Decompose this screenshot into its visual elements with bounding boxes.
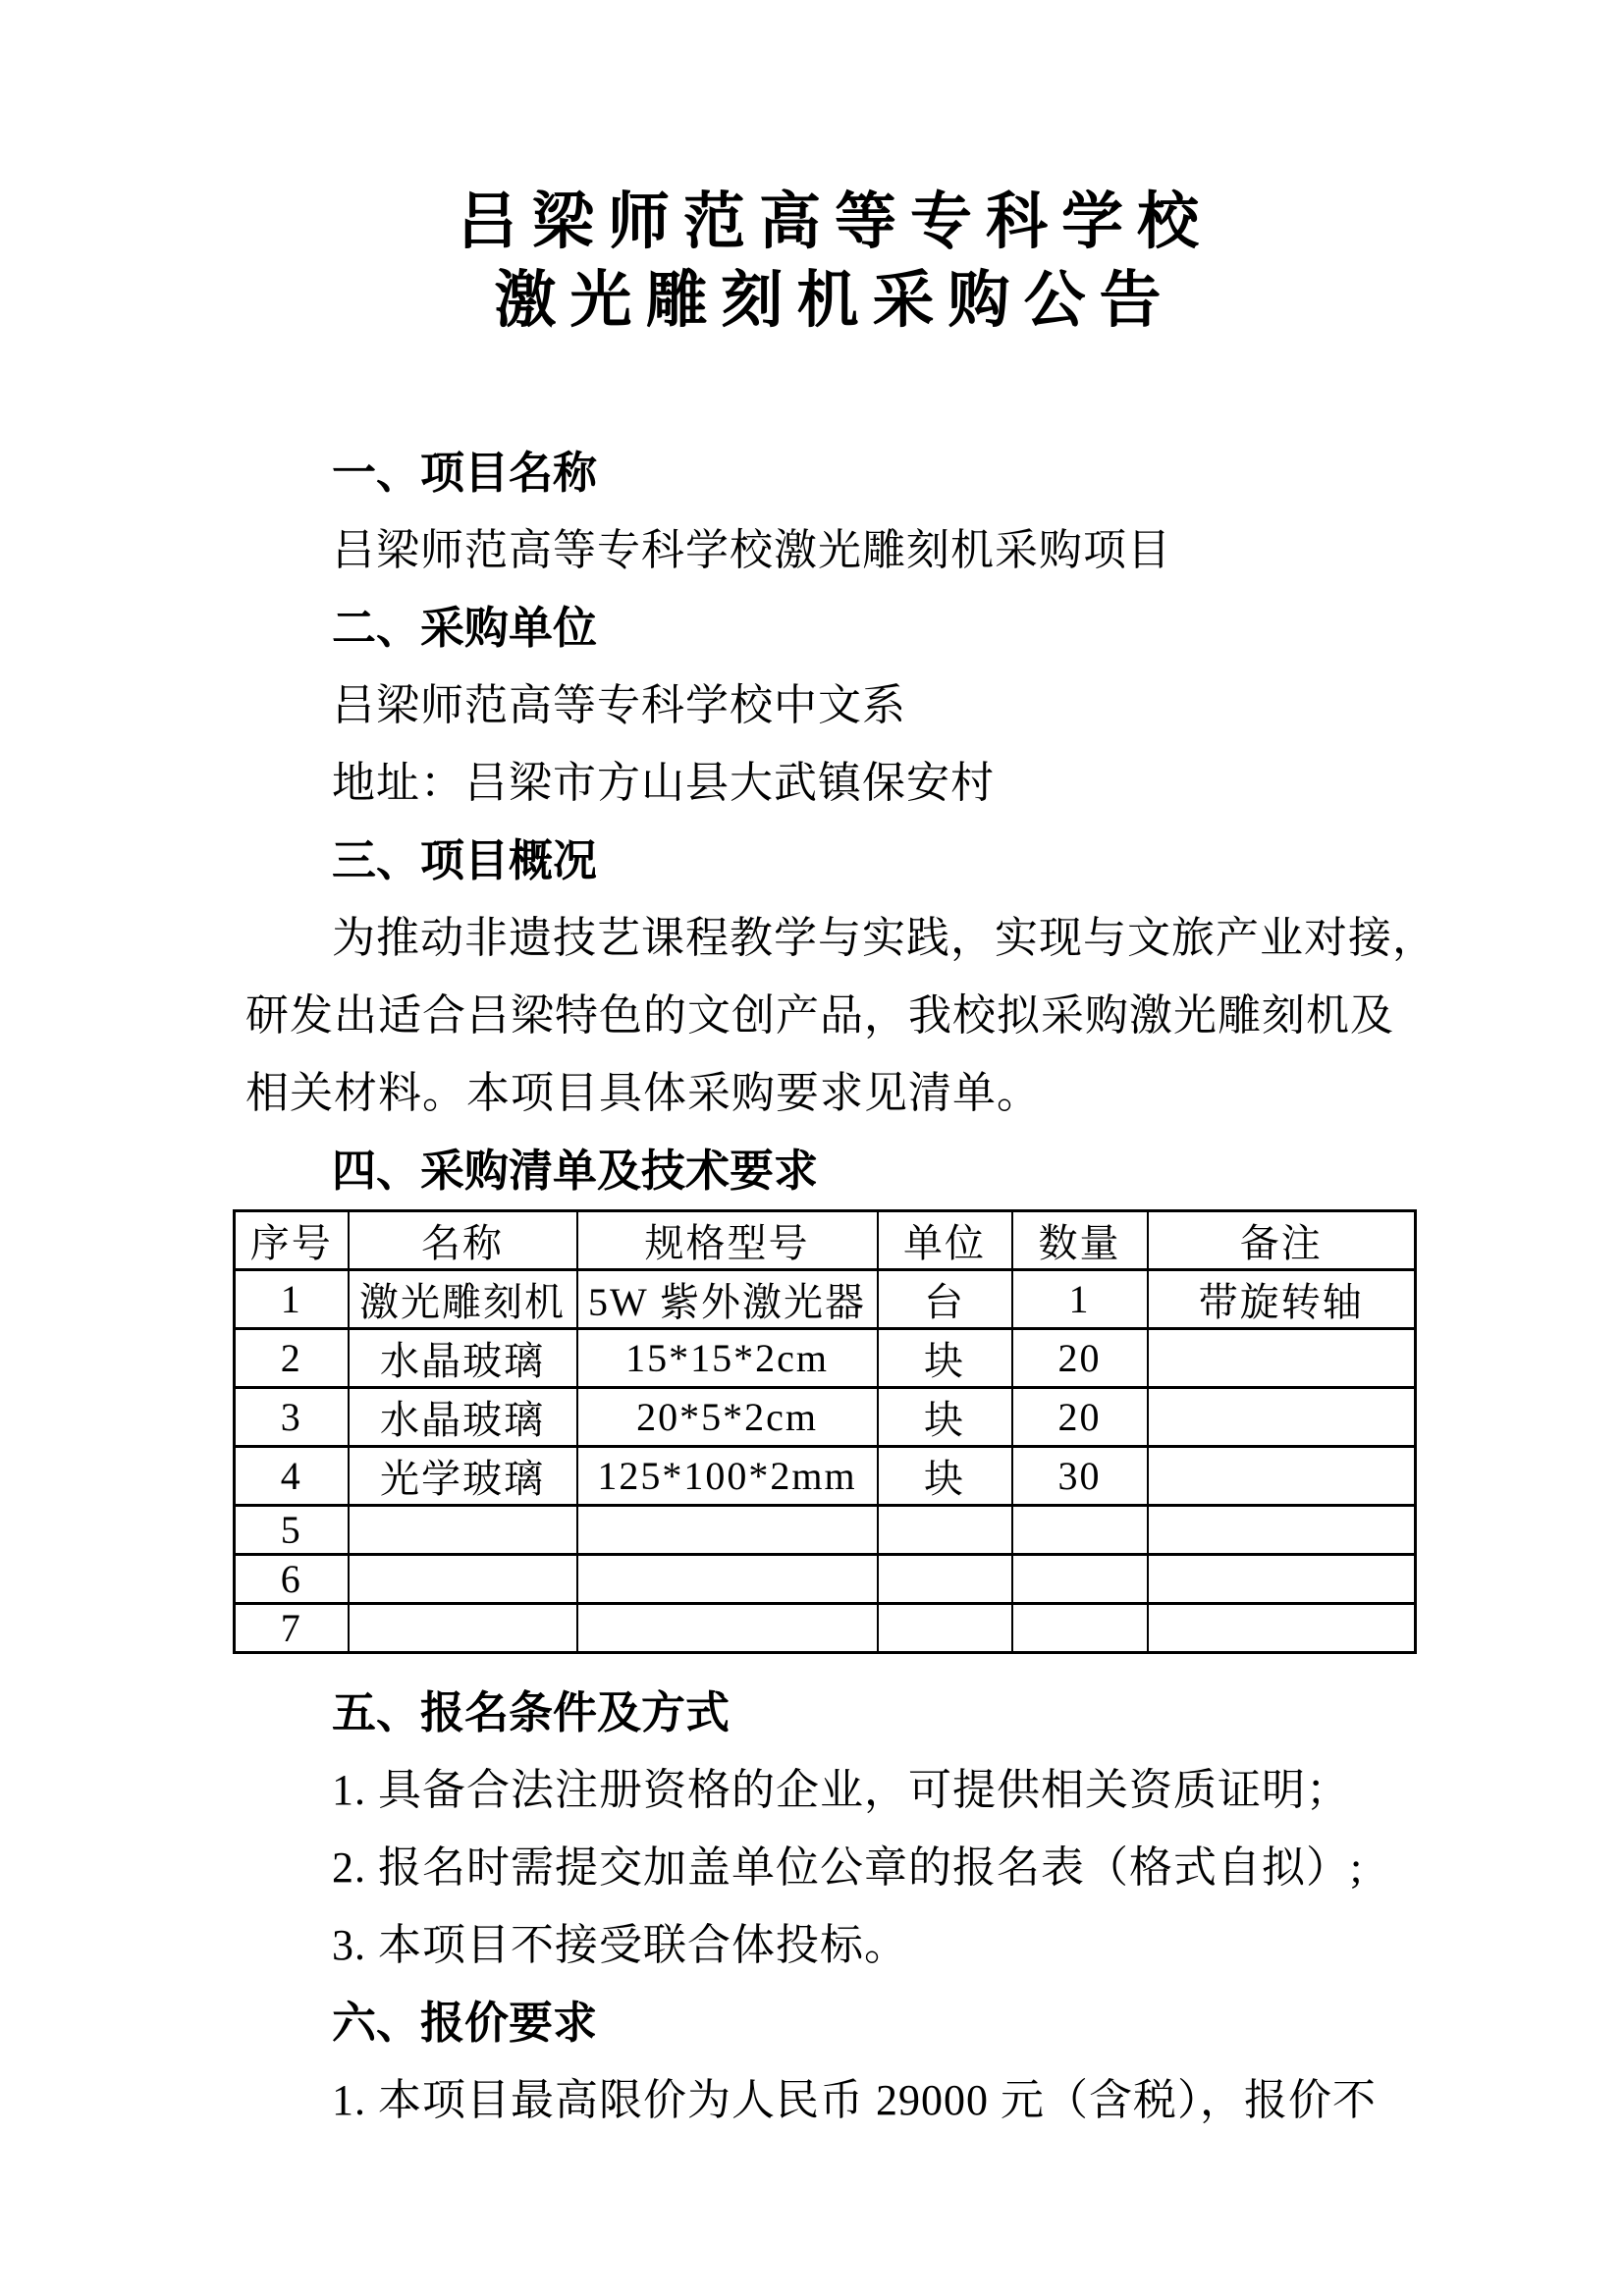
table-cell: 台 [878, 1270, 1012, 1329]
table-cell: 1 [235, 1270, 349, 1329]
table-cell: 水晶玻璃 [349, 1329, 577, 1388]
table-cell: 块 [878, 1447, 1012, 1506]
table-cell: 2 [235, 1329, 349, 1388]
section-heading-4: 四、采购清单及技术要求 [332, 1146, 819, 1196]
table-header-cell: 名称 [349, 1211, 577, 1270]
table-cell: 3 [235, 1388, 349, 1447]
section-purchasing-unit [245, 589, 1424, 822]
table-cell: 带旋转轴 [1148, 1270, 1416, 1329]
section-heading-5: 五、报名条件及方式 [332, 1687, 731, 1737]
table-row [235, 1270, 1416, 1329]
table-header-cell: 备注 [1148, 1211, 1416, 1270]
table-cell [1148, 1388, 1416, 1447]
document-content [245, 0, 1436, 2139]
list-item: 3. 本项目不接受联合体投标。 [332, 1921, 908, 1969]
table-cell: 块 [878, 1388, 1012, 1447]
table-cell [1148, 1555, 1416, 1604]
table-cell: 125*100*2mm [577, 1447, 878, 1506]
procurement-table [233, 1209, 1417, 1654]
table-row [235, 1555, 1416, 1604]
table-cell: 5 [235, 1506, 349, 1555]
table-cell: 15*15*2cm [577, 1329, 878, 1388]
table-row [235, 1604, 1416, 1653]
table-header-cell: 单位 [878, 1211, 1012, 1270]
table-row [235, 1388, 1416, 1447]
table-header-cell: 数量 [1012, 1211, 1148, 1270]
list-item: 1. 本项目最高限价为人民币 29000 元（含税），报价不 [332, 2076, 1377, 2124]
table-cell: 30 [1012, 1447, 1148, 1506]
section-purchase-list [245, 1132, 1424, 1654]
list-item: 1. 具备合法注册资格的企业，可提供相关资质证明； [332, 1766, 1350, 1814]
table-cell: 7 [235, 1604, 349, 1653]
table-cell [577, 1506, 878, 1555]
section-heading-3: 三、项目概况 [332, 835, 598, 885]
address-line: 地址：吕梁市方山县大武镇保安村 [332, 759, 995, 807]
paragraph-line: 吕梁师范高等专科学校中文系 [332, 681, 906, 729]
table-cell [577, 1555, 878, 1604]
section-heading-6: 六、报价要求 [332, 1998, 598, 2048]
section-registration [245, 1674, 1424, 1984]
section-heading-1: 一、项目名称 [332, 448, 598, 498]
table-cell: 激光雕刻机 [349, 1270, 577, 1329]
paragraph-line: 吕梁师范高等专科学校激光雕刻机采购项目 [332, 526, 1171, 574]
table-cell [1012, 1555, 1148, 1604]
table-cell: 20 [1012, 1388, 1148, 1447]
table-row [235, 1447, 1416, 1506]
table-cell [1012, 1604, 1148, 1653]
table-cell [349, 1555, 577, 1604]
table-cell: 6 [235, 1555, 349, 1604]
table-cell [1148, 1329, 1416, 1388]
paragraph-line: 研发出适合吕梁特色的文创产品，我校拟采购激光雕刻机及 [245, 991, 1394, 1040]
table-cell: 20 [1012, 1329, 1148, 1388]
table-cell [1148, 1604, 1416, 1653]
table-cell [878, 1555, 1012, 1604]
paragraph-line: 相关材料。本项目具体采购要求见清单。 [245, 1069, 1041, 1117]
table-cell [878, 1506, 1012, 1555]
title-line-2: 激光雕刻机采购公告 [494, 266, 1175, 335]
table-cell [878, 1604, 1012, 1653]
table-cell [577, 1604, 878, 1653]
title-line-1: 吕梁师范高等专科学校 [457, 187, 1213, 256]
table-cell: 5W 紫外激光器 [577, 1270, 878, 1329]
section-quotation [245, 1984, 1424, 2139]
table-cell: 4 [235, 1447, 349, 1506]
section-heading-2: 二、采购单位 [332, 603, 598, 653]
table-row [235, 1329, 1416, 1388]
document-title [245, 0, 1424, 340]
table-cell [349, 1604, 577, 1653]
section-project-overview [245, 822, 1436, 1132]
list-item: 2. 报名时需提交加盖单位公章的报名表（格式自拟）; [332, 1843, 1364, 1892]
table-header-cell: 序号 [235, 1211, 349, 1270]
table-cell: 块 [878, 1329, 1012, 1388]
table-row [235, 1506, 1416, 1555]
table-cell [1148, 1506, 1416, 1555]
table-cell: 20*5*2cm [577, 1388, 878, 1447]
table-header-cell: 规格型号 [577, 1211, 878, 1270]
table-header-row [235, 1211, 1416, 1270]
table-cell [1148, 1447, 1416, 1506]
paragraph-line: 为推动非遗技艺课程教学与实践，实现与文旅产业对接， [332, 914, 1436, 962]
table-cell: 1 [1012, 1270, 1148, 1329]
section-project-name [245, 434, 1424, 589]
table-cell [1012, 1506, 1148, 1555]
table-cell: 光学玻璃 [349, 1447, 577, 1506]
table-cell [349, 1506, 577, 1555]
table-cell: 水晶玻璃 [349, 1388, 577, 1447]
